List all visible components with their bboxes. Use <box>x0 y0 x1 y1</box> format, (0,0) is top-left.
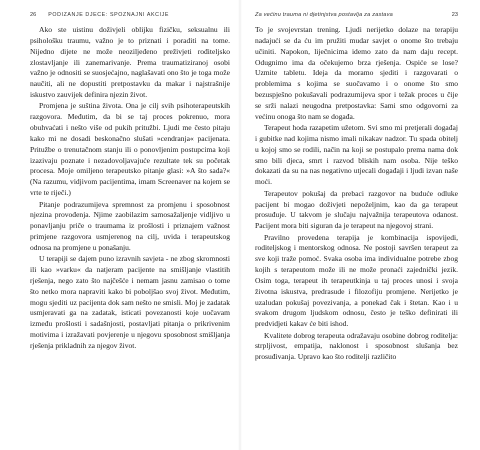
paragraph: Ako ste uistinu doživjeli oblijku fizičku, seksualnu ili psihološku traumu, važno je to priznati i poraditi na tome. Nijedno dijete ne može neoziljeđeno preživjeti rođiteljsko zlostavljanje ili zanemarivanje. Prema traumatiziranoj osobi važno je odnositi se suosjećajno, naglašavati ono što je toga može naučiti, ali ne dopustiti pretpostavku da makar i najstrašnije iskustvo zauvijek definira njezin život. <box>30 25 230 100</box>
left-body-text <box>30 25 230 352</box>
paragraph: U terapiji se dajem puno izravnih savjeta - ne zbog skromnosti ili kao »varku« da natjeram pacijente na smišljanje vlastitih rješenja, nego zato što najčešće i nemam jasnu zamisao o tome što netko mora napraviti kako bi poboljšao svoj život. Međutim, mogu sjediti uz pacijenta dok sam nešto ne smisli. Moj je zadatak usmjeravati ga na zadatak, isticati povezanosti koje uočavam između prošlosti i sadašnjosti, postavljati pitanja o prikrivenim motivima i izražavati povjerenje u njegovu sposobnost smišljanja rješenja prikladnih za njegov život. <box>30 254 230 350</box>
paragraph: To je svojevrstan trening. Ljudi nerijetko dolaze na terapiju nadajući se da ću im pružiti mudar savjet o onome što trebaju učiniti. Napokon, liječnicima idemo zato da nam daju recept. Odugnimo ima da očekujemo brza rješenja. Ospiće se lose? Uzmite tabletu. Ideja da moramo sjediti i razgovarati o problemima s kojima se suočavamo i o onome što smo bezuspješno pokušavali podrazumijeva spor i težak proces u čije se srži nalazi neugodna pretpostavka: Sami smo odgovorni za većinu onoga što nam se događa. <box>255 25 458 121</box>
right-body-text <box>255 25 458 363</box>
right-running-header <box>255 12 458 18</box>
paragraph: Pravilno provedena terapija je kombinacija ispovijedi, roditeljskog i mentorskog odnosa. Ne postoji savršen terapeut za sve koji traže pomoć. Svaka osoba ima individualne potrebe zbog kojih s terapeutom može ili ne može pronaći zajednički jezik. Osim toga, terapeut ih terapeutkinja u taj proces unosi i svoja životna iskustva, predrasude i filozofiju promjene. Nerijetko je uzaludan pokušaj povezivanja, a ponekad čak i štetan. Kao i u svakom drugom ljudskom odnosu, često je teško definirati ili predvidjeti kakav će biti ishod. <box>255 232 458 329</box>
paragraph: Pitanje podrazumijeva spremnost za promjenu i sposobnost njezina provođenja. Njime zaobilazim samosažaljenje vidljivo u ponavljanju priče o traumama iz prošlosti i priznajem važnost primjene razgovora usmjerenog na cilj, uvida i terapeutskog odnosa na promjene u ponašanju. <box>30 199 230 252</box>
right-running-head: Za većinu trauma ni djetinjstva postavlja za zastava <box>255 12 393 18</box>
paragraph: Terapeutov pokušaj da prebaci razgovor na buduće odluke pacijent bi mogao doživjeti nepoželjnim, kao da ga terapeut prosuđuje. U takvom je slučaju najvažnija terapeutova odanost. Pacijent mora biti siguran da je terapeut na njegovoj strani. <box>255 188 458 231</box>
left-running-head: PODIZANJE DJECE: SPOZNAJNI AKCIJE <box>48 12 169 18</box>
paragraph: Promjena je suština života. Ona je cilj svih psihoterapeutskih razgovora. Međutim, da bi se taj proces pokrenuo, mora obuhvaćati i nešto više od pukih pritužbi. Ljudi me često pitaju kako mi ne dosadi beskonačno slušati »cendranja« pacijenata. Pritužbe o trenutačnom stanju ili o ponovljenim postupcima koji izazivaju poznate i nezadovoljavajuće rezultate tek su početak procesa. Moje omiljeno terapeutsko pitanje glasi: »A što sada?« (Na razumu, vidjivom pacijentima, imam Screenaver na kojem se vrte te riječi.) <box>30 101 230 198</box>
left-running-header <box>30 12 230 18</box>
right-page-number: 23 <box>451 12 458 18</box>
paragraph: Terapeut hoda razapetim užetom. Svi smo mi pretjerali događaj i gubitke nad kojima nismo imali nikakav nadzor. Tu spada obitelj u kojoj smo se rodili, način na koji se postupalo prema nama dok smo bili djeca, smrt i razvod bliskih nam osoba. Nije teško dokazati da su na nas negativno utjecali događaji i ljudi izvan naše moći. <box>255 123 458 187</box>
right-page <box>240 0 480 450</box>
left-page-number: 26 <box>30 12 37 18</box>
paragraph: Kvalitete dobrog terapeuta odražavaju osobine dobrog roditelja: strpljivost, empatija, naklonost i sposobnost slušanja bez prosuđivanja. Upravo kao što roditelji različito <box>255 330 458 362</box>
